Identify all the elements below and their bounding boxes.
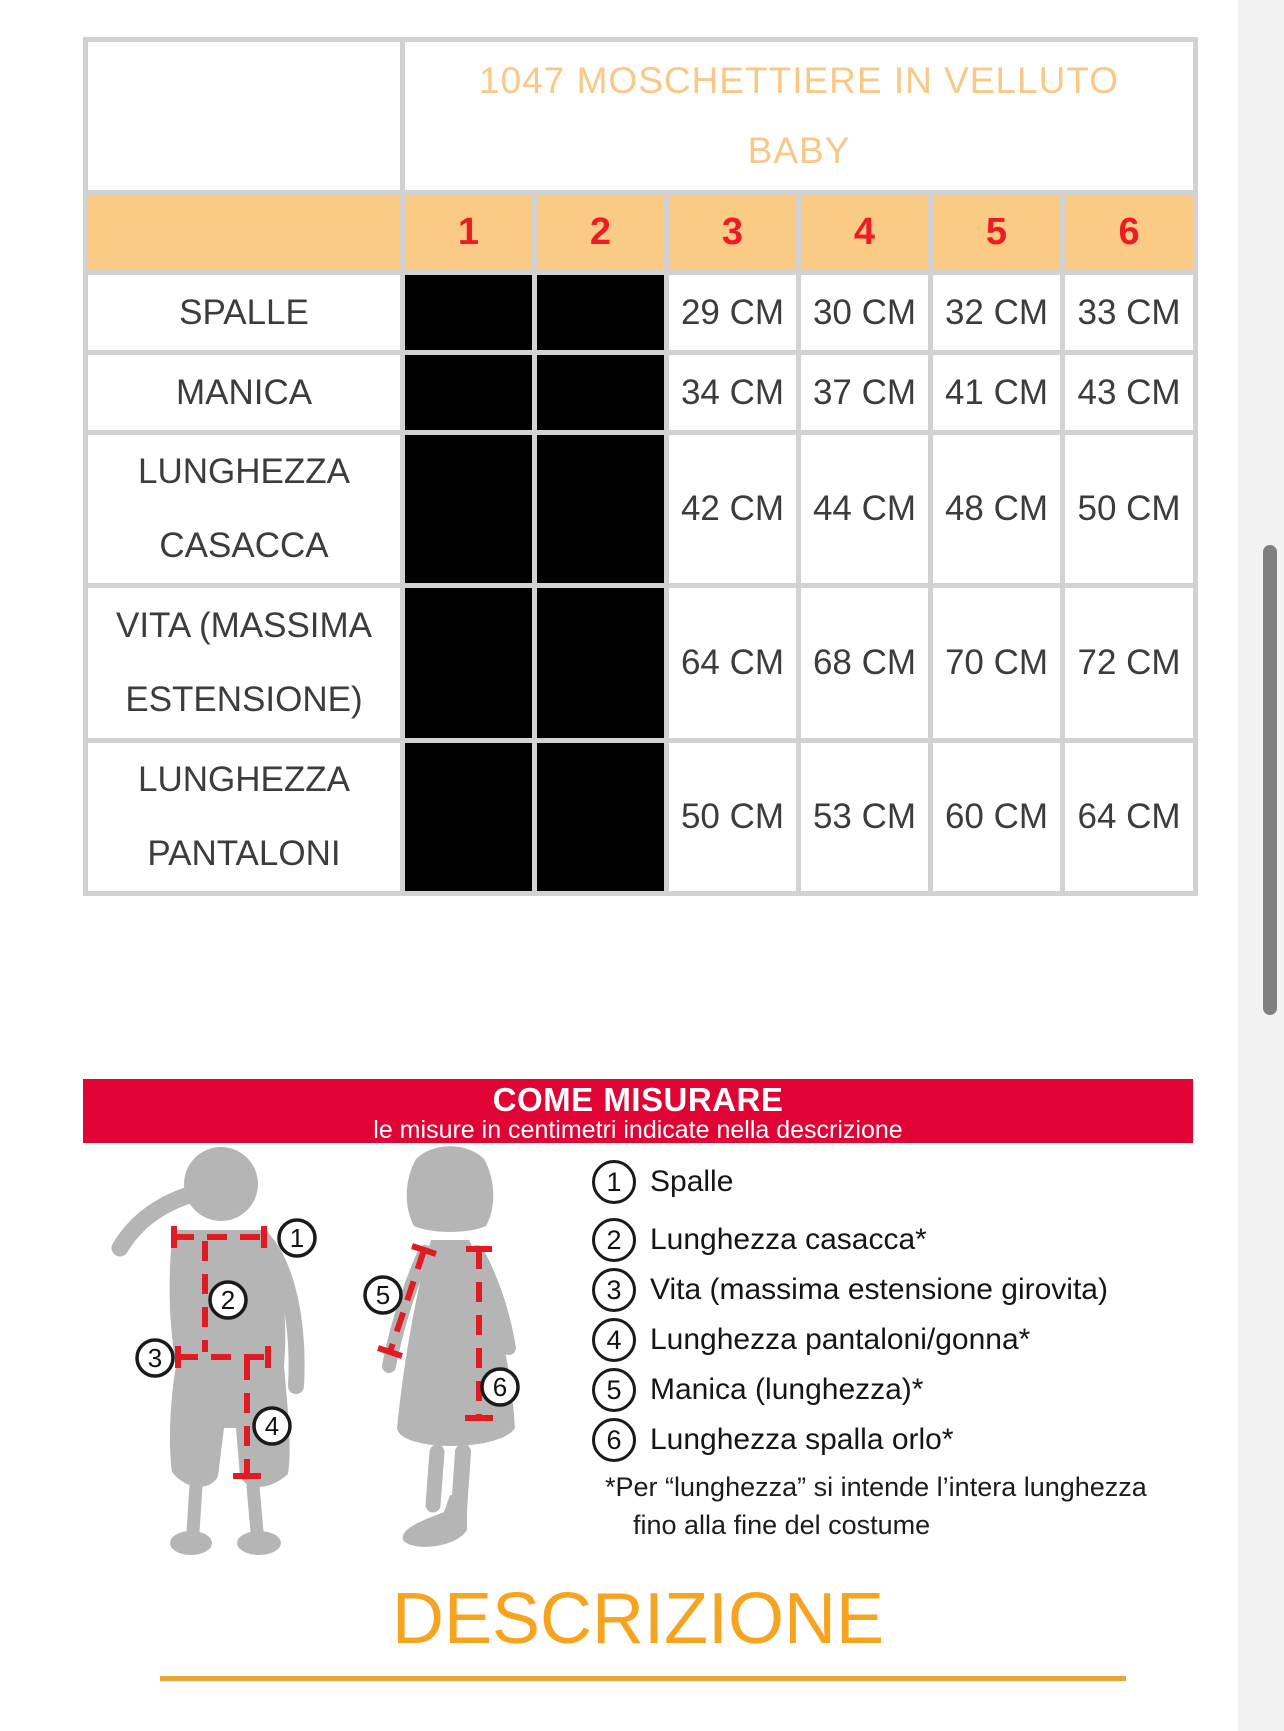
measure-footnote	[605, 1468, 1147, 1544]
come-misurare-banner	[83, 1079, 1193, 1143]
value-cell: 50 CM	[1063, 433, 1196, 586]
table-row	[86, 273, 1196, 353]
marker-circle-6	[482, 1369, 518, 1405]
row-label-lunghezza-pantaloni: LUNGHEZZA PANTALONI	[86, 741, 403, 894]
circle-number-2: 2	[592, 1218, 636, 1262]
blacked-cell	[403, 586, 535, 741]
circle-number-6: 6	[592, 1418, 636, 1462]
list-item-label: Lunghezza spalla orlo*	[650, 1423, 954, 1456]
list-item-label: Vita (massima estensione girovita)	[650, 1273, 1108, 1306]
list-item	[592, 1218, 1108, 1262]
value-cell: 41 CM	[931, 353, 1063, 433]
blacked-cell	[535, 273, 667, 353]
value-cell: 48 CM	[931, 433, 1063, 586]
measure-diagram	[85, 1140, 535, 1560]
value-cell: 72 CM	[1063, 586, 1196, 741]
scrollbar-track[interactable]	[1238, 0, 1284, 1731]
value-cell: 32 CM	[931, 273, 1063, 353]
footnote-line2: fino alla fine del costume	[633, 1510, 931, 1540]
value-cell: 53 CM	[799, 741, 931, 894]
description-divider	[160, 1676, 1126, 1681]
product-title-cell	[403, 40, 1196, 193]
size-header-label-cell	[86, 193, 403, 273]
value-cell: 33 CM	[1063, 273, 1196, 353]
circle-number-1: 1	[592, 1160, 636, 1204]
list-item-label: Lunghezza pantaloni/gonna*	[650, 1323, 1031, 1356]
svg-text:5: 5	[375, 1280, 391, 1310]
row-label-spalle: SPALLE	[86, 273, 403, 353]
value-cell: 42 CM	[667, 433, 799, 586]
value-cell: 43 CM	[1063, 353, 1196, 433]
row-label-vita: VITA (MASSIMA ESTENSIONE)	[86, 586, 403, 741]
marker-circle-3	[137, 1340, 173, 1376]
measure-list	[592, 1160, 1108, 1468]
value-cell: 64 CM	[1063, 741, 1196, 894]
list-item-label: Spalle	[650, 1165, 734, 1198]
value-cell: 64 CM	[667, 586, 799, 741]
banner-title: COME MISURARE	[492, 1081, 784, 1118]
list-item	[592, 1418, 1108, 1462]
value-cell: 30 CM	[799, 273, 931, 353]
table-row	[86, 741, 1196, 894]
size-header-2: 2	[535, 193, 667, 273]
svg-text:3: 3	[147, 1343, 163, 1373]
circle-number-3: 3	[592, 1268, 636, 1312]
blacked-cell	[403, 353, 535, 433]
size-header-4: 4	[799, 193, 931, 273]
svg-text:1: 1	[289, 1223, 305, 1253]
list-item	[592, 1318, 1108, 1362]
list-item-label: Manica (lunghezza)*	[650, 1373, 924, 1406]
product-title-line2: BABY	[747, 130, 851, 171]
list-item-label: Lunghezza casacca*	[650, 1223, 927, 1256]
scrollbar-thumb[interactable]	[1263, 545, 1277, 1015]
value-cell: 44 CM	[799, 433, 931, 586]
size-header-1: 1	[403, 193, 535, 273]
size-chart-table	[83, 37, 1198, 896]
value-cell: 50 CM	[667, 741, 799, 894]
value-cell: 68 CM	[799, 586, 931, 741]
size-header-3: 3	[667, 193, 799, 273]
table-row	[86, 586, 1196, 741]
blacked-cell	[535, 433, 667, 586]
marker-circle-1	[279, 1220, 315, 1256]
marker-circle-2	[210, 1282, 246, 1318]
svg-text:4: 4	[264, 1411, 280, 1441]
row-label-manica: MANICA	[86, 353, 403, 433]
list-item	[592, 1268, 1108, 1312]
table-row	[86, 433, 1196, 586]
footnote-line1: *Per “lunghezza” si intende l’intera lunghezza	[605, 1472, 1147, 1502]
blacked-cell	[403, 273, 535, 353]
value-cell: 70 CM	[931, 586, 1063, 741]
value-cell: 34 CM	[667, 353, 799, 433]
circle-number-5: 5	[592, 1368, 636, 1412]
table-corner-cell	[86, 40, 403, 193]
circle-number-4: 4	[592, 1318, 636, 1362]
list-item	[592, 1160, 1108, 1204]
row-label-lunghezza-casacca: LUNGHEZZA CASACCA	[86, 433, 403, 586]
blacked-cell	[535, 586, 667, 741]
size-header-row	[86, 193, 1196, 273]
blacked-cell	[403, 741, 535, 894]
list-item	[592, 1368, 1108, 1412]
value-cell: 37 CM	[799, 353, 931, 433]
product-title-line1: 1047 MOSCHETTIERE IN VELLUTO	[479, 60, 1120, 101]
value-cell: 29 CM	[667, 273, 799, 353]
marker-circle-5	[365, 1277, 401, 1313]
blacked-cell	[535, 353, 667, 433]
svg-text:2: 2	[220, 1285, 236, 1315]
blacked-cell	[403, 433, 535, 586]
svg-text:6: 6	[492, 1372, 508, 1402]
banner-subtitle: le misure in centimetri indicate nella descrizione	[373, 1116, 903, 1144]
description-heading: DESCRIZIONE	[391, 1579, 885, 1659]
size-header-5: 5	[931, 193, 1063, 273]
blacked-cell	[535, 741, 667, 894]
child-silhouette-girl	[389, 1146, 515, 1547]
table-title-row	[86, 40, 1196, 193]
table-row	[86, 353, 1196, 433]
size-header-6: 6	[1063, 193, 1196, 273]
value-cell: 60 CM	[931, 741, 1063, 894]
marker-circle-4	[254, 1408, 290, 1444]
